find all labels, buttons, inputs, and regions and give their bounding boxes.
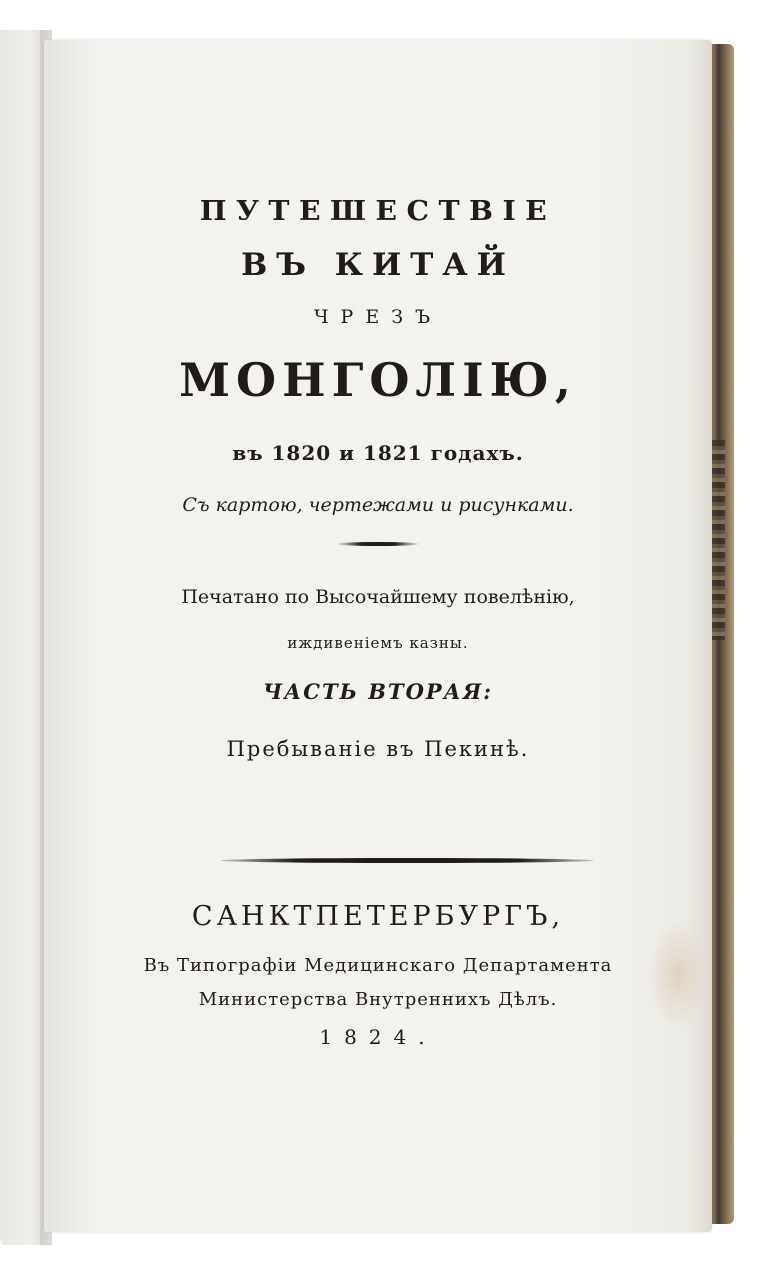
imperial-order-line: Печатано по Высочайшему повелѣнію, bbox=[181, 586, 575, 608]
part-subtitle: Пребываніе въ Пекинѣ. bbox=[226, 737, 530, 761]
illustrations-line: Съ картою, чертежами и рисунками. bbox=[182, 494, 574, 516]
printer-line-2: Министерства Внутреннихъ Дѣлъ. bbox=[198, 989, 558, 1010]
printer-line-1: Въ Типографіи Медицинскаго Департамента bbox=[143, 955, 613, 976]
title-page-text bbox=[44, 0, 712, 1200]
year-line: 1824. bbox=[319, 1025, 437, 1049]
title-line-3: ЧРЕЗЪ bbox=[313, 306, 443, 328]
title-line-4: МОНГОЛІЮ, bbox=[179, 353, 577, 407]
ornamental-rule-long bbox=[220, 858, 594, 863]
ornamental-rule-short bbox=[336, 542, 420, 546]
title-line-1: ПУТЕШЕСТВІЕ bbox=[199, 196, 557, 227]
marbled-cover-pattern bbox=[711, 440, 725, 640]
place-line: САНКТПЕТЕРБУРГЪ, bbox=[191, 901, 565, 932]
part-line: ЧАСТЬ ВТОРАЯ: bbox=[262, 679, 494, 704]
state-expense-line: иждивеніемъ казны. bbox=[287, 634, 469, 652]
title-line-2: ВЪ КИТАЙ bbox=[241, 247, 515, 283]
years-line: въ 1820 и 1821 годахъ. bbox=[232, 441, 524, 465]
